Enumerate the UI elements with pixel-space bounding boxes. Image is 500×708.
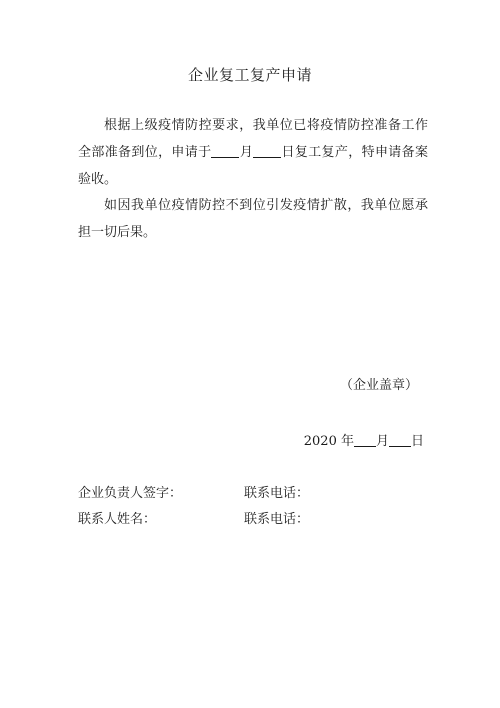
paragraph-text-end: 日复工复产，特申请备案验收。	[78, 145, 428, 187]
date-day-blank[interactable]	[389, 432, 411, 447]
date-line	[304, 430, 424, 449]
application-paragraph	[78, 112, 428, 193]
leader-phone-label: 联系电话：	[244, 486, 310, 501]
date-month: 月	[375, 434, 389, 449]
signature-row-leader	[78, 484, 309, 504]
contact-name-label: 联系人姓名：	[78, 512, 157, 527]
document-title: 企业复工复产申请	[187, 66, 312, 84]
leader-signature-label: 企业负责人签字：	[78, 486, 183, 501]
signature-row-contact	[78, 510, 309, 530]
date-day: 日	[410, 434, 424, 449]
month-blank[interactable]	[211, 143, 239, 158]
paragraph-text-start: 根据上级疫情防控要求，我单位已将疫情防控准备工作全部准备到位，申请于	[78, 118, 428, 160]
date-year: 2020 年	[303, 434, 354, 449]
responsibility-paragraph: 如因我单位疫情防控不到位引发疫情扩散，我单位愿承担一切后果。	[78, 198, 428, 240]
date-month-blank[interactable]	[354, 432, 376, 447]
company-seal-label: （企业盖章）	[339, 378, 418, 393]
contact-phone-label: 联系电话：	[244, 512, 310, 527]
month-unit: 月	[239, 145, 254, 160]
day-blank[interactable]	[253, 143, 281, 158]
